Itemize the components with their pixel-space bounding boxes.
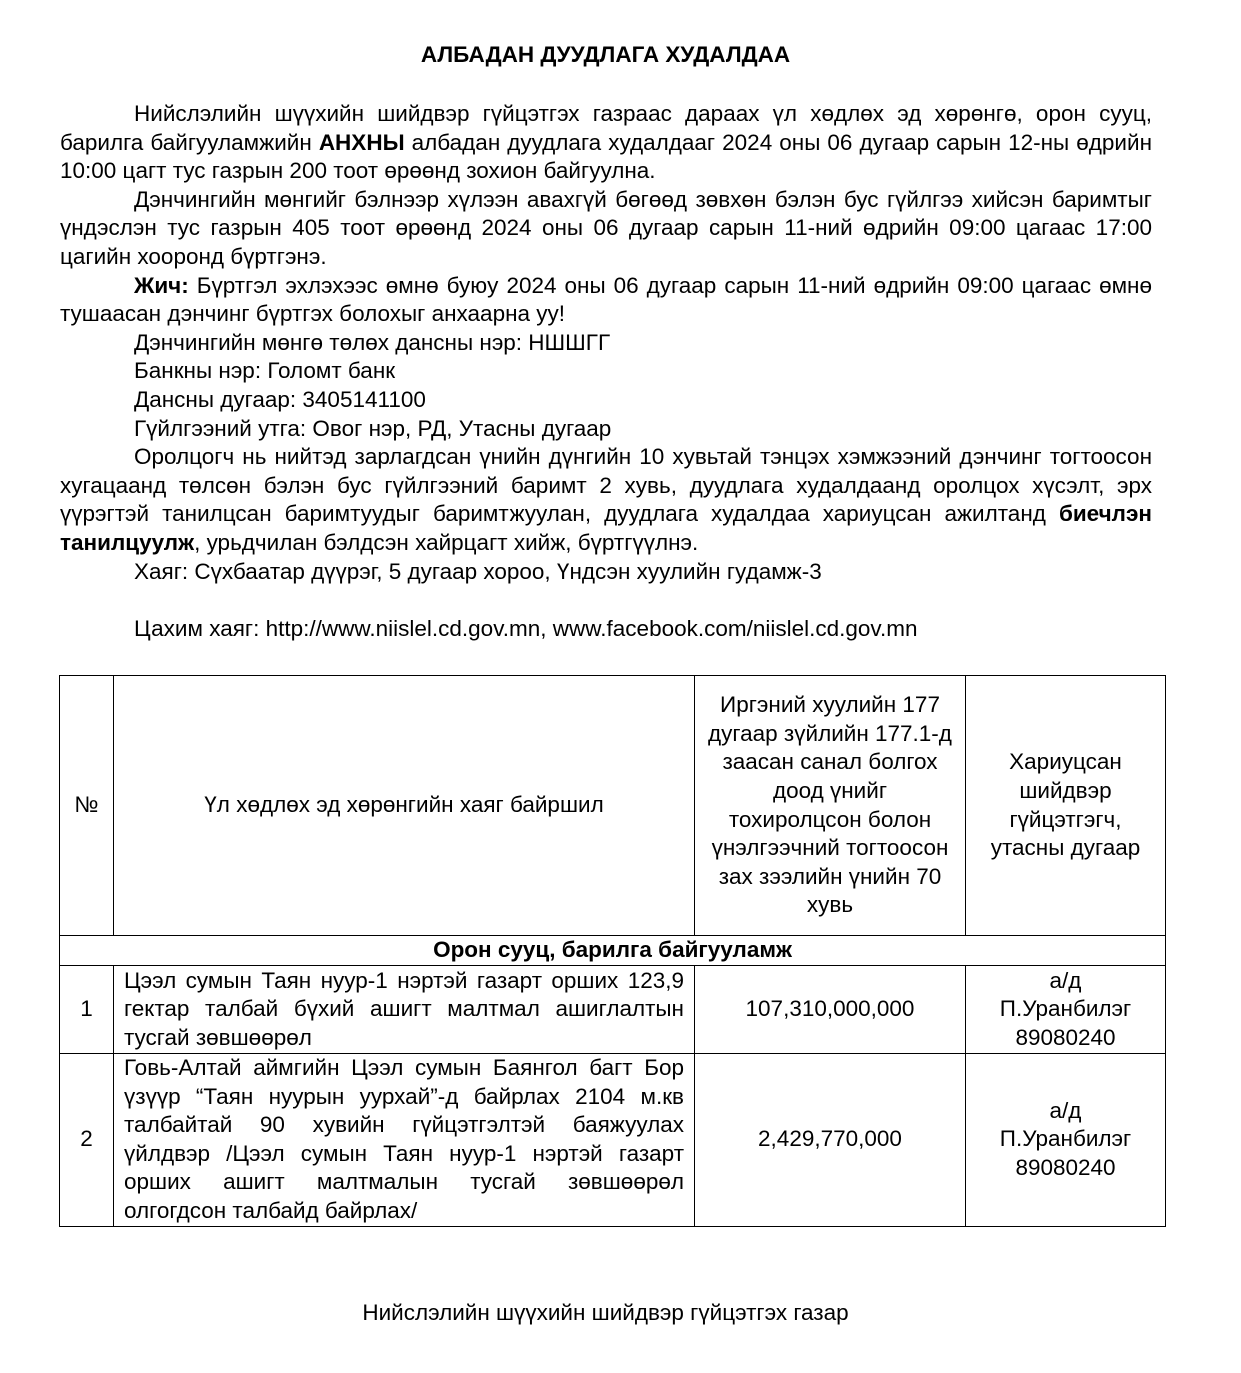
officer-phone: 89080240 [1015,1024,1116,1050]
officer-name: П.Уранбилэг [999,1126,1132,1152]
table-header-row [60,676,1166,936]
intro-text: Нийслэлийн шүүхийн шийдвэр гүйцэтгэх газраас дараах үл хөдлөх эд хөрөнгө, орон сууц, барилга байгууламжийн [60,101,1152,155]
announcement-body [60,100,1152,643]
footer-signature: Нийслэлийн шүүхийн шийдвэр гүйцэтгэх газар [362,1300,849,1325]
account-number: Дансны дугаар: 3405141100 [134,386,426,412]
intro-paragraph [60,100,1152,186]
deposit-paragraph: Дэнчингийн мөнгийг бэлнээр хүлээн авахгүй бөгөөд зөвхөн бэлэн бус гүйлгээ хийсэн баримтыг үндэслэн тус газрын 405 тоот өрөөнд 2024 оны 06 дугаар сарын 11-ний өдрийн 09:00 цагаас 17:00 цагийн хооронд бүртгэнэ. [60,186,1152,269]
web-address-line: Цахим хаяг: http://www.niislel.cd.gov.mn, www.facebook.com/niislel.cd.gov.mn [134,615,918,641]
row-description: Говь-Алтай аймгийн Цээл сумын Баянгол багт Бор үзүүр “Таян нуурын уурхай”-д байрлах 2104 м.кв талбайтай 90 хувийн гүйцэтгэлтэй баяжуулах үйлдвэр /Цээл сумын Таян нуур-1 нэртэй газарт орших ашигт малтмалын тусгай зөвшөөрөл олгогдсон талбайд байрлах/ [114,1054,695,1227]
page-title: АЛБАДАН ДУУДЛАГА ХУДАЛДАА [420,42,791,67]
row-price: 107,310,000,000 [695,966,966,1054]
officer-title: а/д [1049,1097,1082,1123]
note-text: Бүртгэл эхлэхээс өмнө буюу 2024 оны 06 дугаар сарын 11-ний өдрийн 09:00 цагаас өмнө тушаасан дэнчинг бүртгэх болохыг анхаарна уу! [60,272,1152,327]
intro-bold: АНХНЫ [318,129,405,155]
table-section-row [60,936,1166,966]
table-row [60,1054,1166,1227]
participant-text-end: , урьдчилан бэлдсэн хайрцагт хийж, бүртгүүлнэ. [194,529,699,555]
header-no: № [60,676,114,936]
property-table [59,675,1166,1227]
officer-title: а/д [1049,967,1082,993]
row-price: 2,429,770,000 [695,1054,966,1227]
participant-paragraph [60,443,1152,557]
header-address: Үл хөдлөх эд хөрөнгийн хаяг байршил [114,676,695,936]
row-description: Цээл сумын Таян нуур-1 нэртэй газарт орших 123,9 гектар талбай бүхий ашигт малтмал ашиглалтын тусгай зөвшөөрөл [114,966,695,1054]
bank-name: Банкны нэр: Голомт банк [134,358,396,384]
row-number: 2 [60,1054,114,1227]
note-paragraph [60,272,1152,329]
header-price: Иргэний хуулийн 177 дугаар зүйлийн 177.1-д заасан санал болгох доод үнийг тохиролцсон болон үнэлгээчний тогтоосон зах зээлийн үнийн 70 хувь [695,676,966,936]
section-title: Орон сууц, барилга байгууламж [60,936,1166,966]
transfer-note: Гүйлгээний утга: Овог нэр, РД, Утасны дугаар [134,415,612,441]
intro-text-end: албадан дуудлага худалдааг 2024 оны 06 дугаар сарын 12-ны өдрийн 10:00 цагт тус газрын 200 тоот өрөөнд зохион байгуулна. [60,129,1152,184]
officer-phone: 89080240 [1015,1155,1116,1181]
officer-name: П.Уранбилэг [999,996,1132,1022]
address-line: Хаяг: Сүхбаатар дүүрэг, 5 дугаар хороо, Үндсэн хуулийн гудамж-3 [134,558,822,584]
row-officer [966,966,1166,1054]
table-row [60,966,1166,1054]
row-officer [966,1054,1166,1227]
participant-text: Оролцогч нь нийтэд зарлагдсан үнийн дүнгийн 10 хувьтай тэнцэх хэмжээний дэнчинг тогтоосон хугацаанд төлсөн бэлэн бус гүйлгээний баримт 2 хувь, дуудлага худалдаанд оролцох хүсэлт, эрх үүрэгтэй танилцсан баримтуудыг баримтжуулан, дуудлага худалдаа хариуцсан ажилтанд [60,444,1152,527]
participant-bold: биечлэн танилцуулж [60,501,1152,555]
account-name: Дэнчингийн мөнгө төлөх дансны нэр: НШШГГ [134,329,611,355]
note-label: Жич: [134,272,189,298]
row-number: 1 [60,966,114,1054]
header-officer: Хариуцсан шийдвэр гүйцэтгэгч, утасны дугаар [966,676,1166,936]
